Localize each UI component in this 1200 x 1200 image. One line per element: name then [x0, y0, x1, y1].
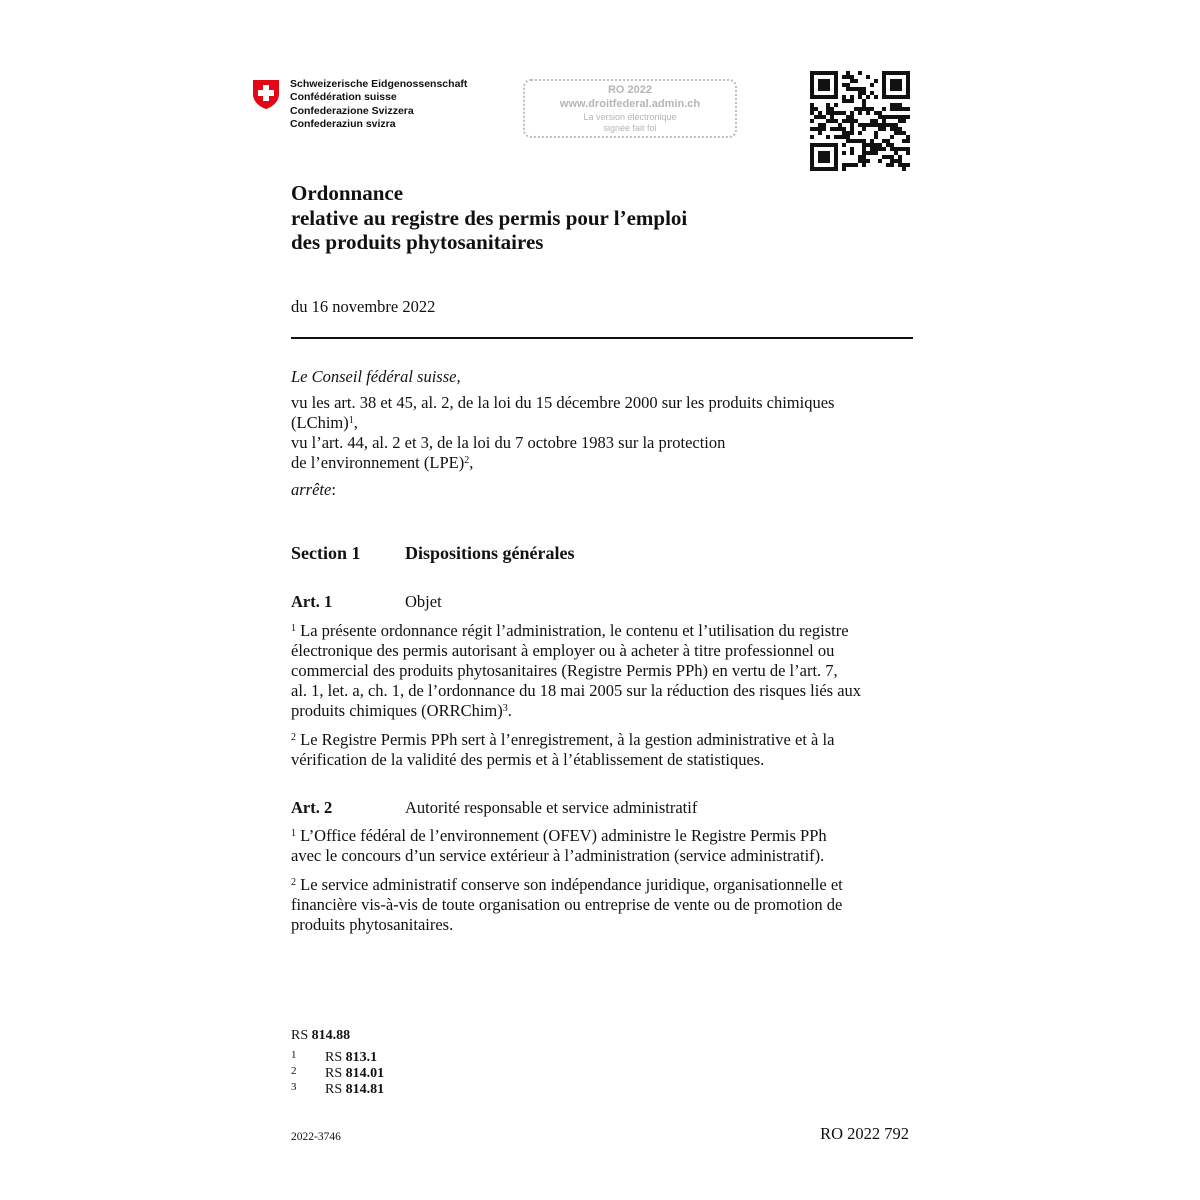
stamp-note-1: La version électronique — [583, 112, 677, 122]
agency-name-de: Schweizerische Eidgenossenschaft — [290, 78, 468, 90]
article-2-title: Autorité responsable et service administratif — [405, 798, 698, 817]
agency-name-it: Confederazione Svizzera — [290, 104, 414, 117]
article-2-para-1 — [291, 826, 909, 866]
footnote-1 — [291, 1048, 377, 1065]
agency-name-rm: Confederaziun svizra — [290, 117, 396, 130]
para-text: produits chimiques (ORRChim) — [291, 701, 503, 720]
article-1-heading — [291, 592, 442, 612]
preamble-vu-1-line-2 — [291, 413, 911, 433]
title-divider — [291, 337, 913, 339]
preamble-vu-2-line-1: vu l’art. 44, al. 2 et 3, de la loi du 7 octobre 1983 sur la protection — [291, 433, 726, 452]
footnote-ref[interactable]: 814.01 — [345, 1066, 385, 1081]
section-number: Section 1 — [291, 543, 361, 563]
para-last-line — [291, 701, 909, 721]
para-line: Le service administratif conserve son indépendance juridique, organisationnelle et — [296, 875, 843, 894]
para-line: La présente ordonnance régit l’administration, le contenu et l’utilisation du registre — [296, 621, 849, 640]
preamble-punct-1: , — [353, 413, 358, 432]
document-id: 2022-3746 — [291, 1131, 341, 1143]
para-line: al. 1, let. a, ch. 1, de l’ordonnance du 18 mai 2005 sur la réduction des risques liés aux — [291, 681, 862, 700]
ro-reference: RO 2022 792 — [820, 1124, 909, 1143]
para-number: 2 — [291, 877, 296, 888]
stamp-ro: RO 2022 — [607, 84, 653, 96]
document-date: du 16 novembre 2022 — [291, 297, 436, 316]
para-number: 2 — [291, 732, 296, 743]
footnote-prefix: RS — [325, 1066, 346, 1081]
rs-value: 814.88 — [311, 1028, 351, 1043]
footnote-ref[interactable]: 813.1 — [345, 1050, 378, 1065]
preamble-vu-1-line-1: vu les art. 38 et 45, al. 2, de la loi du 15 décembre 2000 sur les produits chimiques — [291, 393, 835, 412]
preamble-vu-2 — [291, 433, 911, 473]
article-1-para-1 — [291, 621, 909, 721]
swiss-cross-logo-icon — [252, 79, 280, 110]
para-line: commercial des produits phytosanitaires (Registre Permis PPh) en vertu de l’art. 7, — [291, 661, 838, 680]
preamble-lchim: (LChim) — [291, 413, 349, 432]
para-line: L’Office fédéral de l’environnement (OFEV) administre le Registre Permis PPh — [296, 826, 827, 845]
stamp-url: www.droitfederal.admin.ch — [559, 98, 701, 110]
preamble-colon: : — [331, 480, 336, 499]
title-line-1: Ordonnance — [291, 181, 404, 205]
article-1-para-2 — [291, 730, 909, 770]
qr-code-icon — [810, 71, 910, 171]
footnote-2 — [291, 1064, 384, 1081]
document-title — [291, 181, 687, 255]
para-last-line: vérification de la validité des permis et à l’établissement de statistiques. — [291, 750, 765, 769]
footnote-number: 3 — [291, 1081, 297, 1093]
footnote-ref-1[interactable]: 1 — [348, 415, 354, 426]
para-last-line: avec le concours d’un service extérieur à l’administration (service administratif). — [291, 846, 825, 865]
preamble-authority: Le Conseil fédéral suisse, — [291, 367, 461, 386]
footnote-ref-2[interactable]: 2 — [464, 455, 470, 466]
title-line-2: relative au registre des permis pour l’emploi — [291, 205, 688, 230]
article-2-para-2 — [291, 875, 909, 935]
footnote-number: 2 — [291, 1065, 297, 1077]
stamp-note-2: signée fait foi — [603, 123, 657, 133]
para-line: financière vis-à-vis de toute organisation ou entreprise de vente ou de promotion de — [291, 895, 843, 914]
preamble-lpe: de l’environnement (LPE) — [291, 453, 465, 472]
article-1-number: Art. 1 — [291, 592, 333, 611]
agency-names — [290, 78, 467, 131]
footnote-ref-3[interactable]: 3 — [502, 703, 508, 714]
para-line: Le Registre Permis PPh sert à l’enregistrement, à la gestion administrative et à la — [296, 730, 835, 749]
preamble-decides — [291, 480, 911, 500]
footnote-ref[interactable]: 814.81 — [345, 1082, 385, 1097]
preamble-vu-1 — [291, 393, 911, 433]
footnote-prefix: RS — [325, 1050, 346, 1065]
electronic-version-stamp — [523, 79, 737, 138]
agency-name-fr: Confédération suisse — [290, 91, 397, 104]
preamble-vu-2-line-2 — [291, 453, 911, 473]
article-2-number: Art. 2 — [291, 798, 333, 817]
article-1-title: Objet — [405, 592, 442, 611]
title-line-3: des produits phytosanitaires — [291, 230, 544, 254]
section-title: Dispositions générales — [405, 543, 575, 563]
section-heading — [291, 542, 575, 564]
preamble-arrete: arrête — [291, 480, 332, 499]
para-last-line: produits phytosanitaires. — [291, 915, 454, 934]
para-number: 1 — [291, 623, 296, 634]
para-punct: . — [507, 701, 512, 720]
rs-number — [291, 1028, 350, 1044]
footnote-prefix: RS — [325, 1082, 346, 1097]
article-2-heading — [291, 798, 698, 818]
para-number: 1 — [291, 828, 296, 839]
rs-prefix: RS — [291, 1028, 312, 1043]
footnote-3 — [291, 1080, 384, 1097]
preamble-punct-2: , — [469, 453, 474, 472]
footnote-number: 1 — [291, 1049, 297, 1061]
para-line: électronique des permis autorisant à employer ou à acheter à titre professionnel ou — [291, 641, 835, 660]
